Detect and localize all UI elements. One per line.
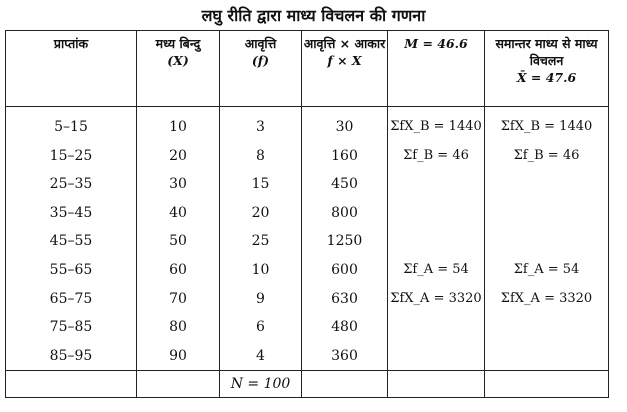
fx-value-4: 800	[331, 204, 358, 221]
class-interval-2: 15–25	[49, 147, 93, 164]
frequency-6: 10	[251, 261, 270, 278]
median-sum-fb: Σf_B = 46	[403, 147, 469, 163]
class-interval-7: 65–75	[49, 290, 93, 307]
class-interval-8: 75–85	[49, 319, 93, 336]
frequency-5: 25	[251, 233, 270, 250]
mean-sums-column	[485, 107, 609, 371]
mean-sum-fa: Σf_A = 54	[513, 261, 580, 277]
mid-point-8: 80	[169, 319, 187, 336]
frequency-7: 9	[256, 290, 265, 307]
mean-deviation-table	[5, 30, 609, 398]
fx-value-7: 630	[331, 290, 358, 307]
mid-point-5: 50	[169, 233, 187, 250]
fx-value-2: 160	[331, 147, 358, 164]
fx-value-9: 360	[331, 347, 358, 364]
fx-column	[302, 107, 388, 371]
frequency-4: 20	[251, 204, 270, 221]
fx-value-5: 1250	[326, 233, 363, 250]
fx-value-6: 600	[331, 261, 358, 278]
frequency-3: 15	[251, 176, 270, 193]
median-sum-fxa: ΣfX_A = 3320	[390, 290, 482, 306]
mid-point-9: 90	[169, 347, 187, 364]
mid-point-1: 10	[169, 119, 187, 135]
marks-column	[6, 107, 137, 371]
class-interval-9: 85–95	[49, 347, 93, 364]
frequency-2: 8	[256, 147, 265, 164]
header-row	[6, 31, 609, 107]
header-mean-deviation: समान्तर माध्य से माध्य विचलन X̄ = 47.6	[485, 31, 609, 107]
footer-row	[6, 371, 609, 398]
header-frequency: आवृत्ति (f)	[220, 31, 302, 107]
mean-sum-fxa: ΣfX_A = 3320	[500, 290, 593, 306]
mid-column	[137, 107, 220, 371]
mid-point-4: 40	[169, 204, 187, 221]
class-interval-1: 5–15	[54, 119, 88, 135]
n-total: N = 100	[220, 371, 302, 398]
mid-point-3: 30	[169, 176, 187, 193]
header-marks: प्राप्तांक	[6, 31, 137, 107]
header-mid-point: मध्य बिन्दु (X)	[137, 31, 220, 107]
body-row	[6, 107, 609, 371]
page-title: लघु रीति द्वारा माध्य विचलन की गणना	[201, 6, 426, 25]
frequency-9: 4	[256, 347, 265, 364]
class-interval-5: 45–55	[49, 233, 93, 250]
median-sum-fxb: ΣfX_B = 1440	[390, 119, 482, 134]
fx-value-1: 30	[335, 119, 354, 135]
class-interval-3: 25–35	[49, 176, 93, 193]
frequency-column	[220, 107, 302, 371]
mean-sum-fb: Σf_B = 46	[513, 147, 580, 163]
median-sum-fa: Σf_A = 54	[403, 261, 469, 277]
mid-point-7: 70	[169, 290, 187, 307]
class-interval-6: 55–65	[49, 261, 93, 278]
fx-value-8: 480	[331, 319, 358, 336]
header-median: M = 46.6	[388, 31, 485, 107]
frequency-8: 6	[256, 319, 265, 336]
mid-point-2: 20	[169, 147, 187, 164]
fx-value-3: 450	[331, 176, 358, 193]
median-sums-column	[388, 107, 485, 371]
mid-point-6: 60	[169, 261, 187, 278]
frequency-1: 3	[256, 119, 265, 135]
class-interval-4: 35–45	[49, 204, 93, 221]
header-fx: आवृत्ति × आकार f × X	[302, 31, 388, 107]
mean-sum-fxb: ΣfX_B = 1440	[500, 119, 593, 134]
